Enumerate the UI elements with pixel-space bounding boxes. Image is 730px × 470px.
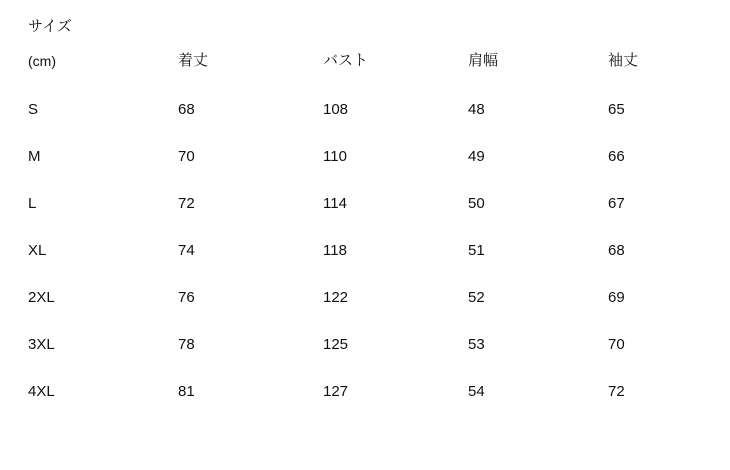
cell-sleeve: 66 bbox=[608, 148, 625, 165]
cell-length: 81 bbox=[178, 383, 195, 400]
table-row bbox=[0, 321, 700, 368]
column-header-shoulder bbox=[440, 10, 580, 86]
cell-length: 70 bbox=[178, 148, 195, 165]
table-row bbox=[0, 180, 700, 227]
cell-size: 2XL bbox=[28, 289, 55, 306]
cell-bust: 110 bbox=[323, 148, 347, 165]
cell-bust: 122 bbox=[323, 289, 349, 306]
cell-sleeve: 72 bbox=[608, 383, 625, 400]
cell-size: XL bbox=[28, 242, 47, 259]
cell-sleeve: 70 bbox=[608, 336, 625, 353]
column-header-bust-label: バスト bbox=[323, 52, 369, 69]
cell-shoulder: 52 bbox=[468, 289, 485, 306]
cell-length: 76 bbox=[178, 289, 195, 306]
table-row bbox=[0, 133, 700, 180]
column-header-size-unit: (cm) bbox=[28, 53, 56, 69]
table-row bbox=[0, 274, 700, 321]
cell-bust: 118 bbox=[323, 242, 347, 259]
column-header-length-label: 着丈 bbox=[178, 52, 209, 69]
table-header-row bbox=[0, 10, 700, 86]
table-row bbox=[0, 86, 700, 133]
column-header-length bbox=[150, 10, 295, 86]
column-header-size bbox=[0, 10, 150, 86]
cell-size: S bbox=[28, 101, 39, 118]
cell-length: 68 bbox=[178, 101, 195, 118]
column-header-sleeve bbox=[580, 10, 700, 86]
cell-shoulder: 53 bbox=[468, 336, 485, 353]
cell-size: M bbox=[28, 148, 41, 165]
cell-shoulder: 48 bbox=[468, 101, 485, 118]
cell-bust: 108 bbox=[323, 101, 349, 118]
size-chart-table bbox=[0, 10, 700, 415]
cell-sleeve: 69 bbox=[608, 289, 625, 306]
cell-length: 78 bbox=[178, 336, 195, 353]
column-header-bust bbox=[295, 10, 440, 86]
cell-shoulder: 49 bbox=[468, 148, 485, 165]
cell-bust: 125 bbox=[323, 336, 349, 353]
cell-length: 72 bbox=[178, 195, 195, 212]
cell-bust: 114 bbox=[323, 195, 347, 212]
column-header-shoulder-label: 肩幅 bbox=[468, 52, 499, 69]
column-header-sleeve-label: 袖丈 bbox=[608, 52, 639, 69]
cell-size: L bbox=[28, 195, 37, 212]
cell-size: 3XL bbox=[28, 336, 55, 353]
table-body bbox=[0, 86, 700, 415]
cell-shoulder: 54 bbox=[468, 383, 485, 400]
cell-shoulder: 51 bbox=[468, 242, 485, 259]
cell-sleeve: 67 bbox=[608, 195, 625, 212]
column-header-size-label: サイズ bbox=[28, 18, 72, 35]
table-row bbox=[0, 368, 700, 415]
cell-shoulder: 50 bbox=[468, 195, 485, 212]
table-header bbox=[0, 10, 700, 86]
cell-size: 4XL bbox=[28, 383, 55, 400]
cell-bust: 127 bbox=[323, 383, 349, 400]
cell-length: 74 bbox=[178, 242, 195, 259]
table-row bbox=[0, 227, 700, 274]
cell-sleeve: 65 bbox=[608, 101, 625, 118]
cell-sleeve: 68 bbox=[608, 242, 625, 259]
